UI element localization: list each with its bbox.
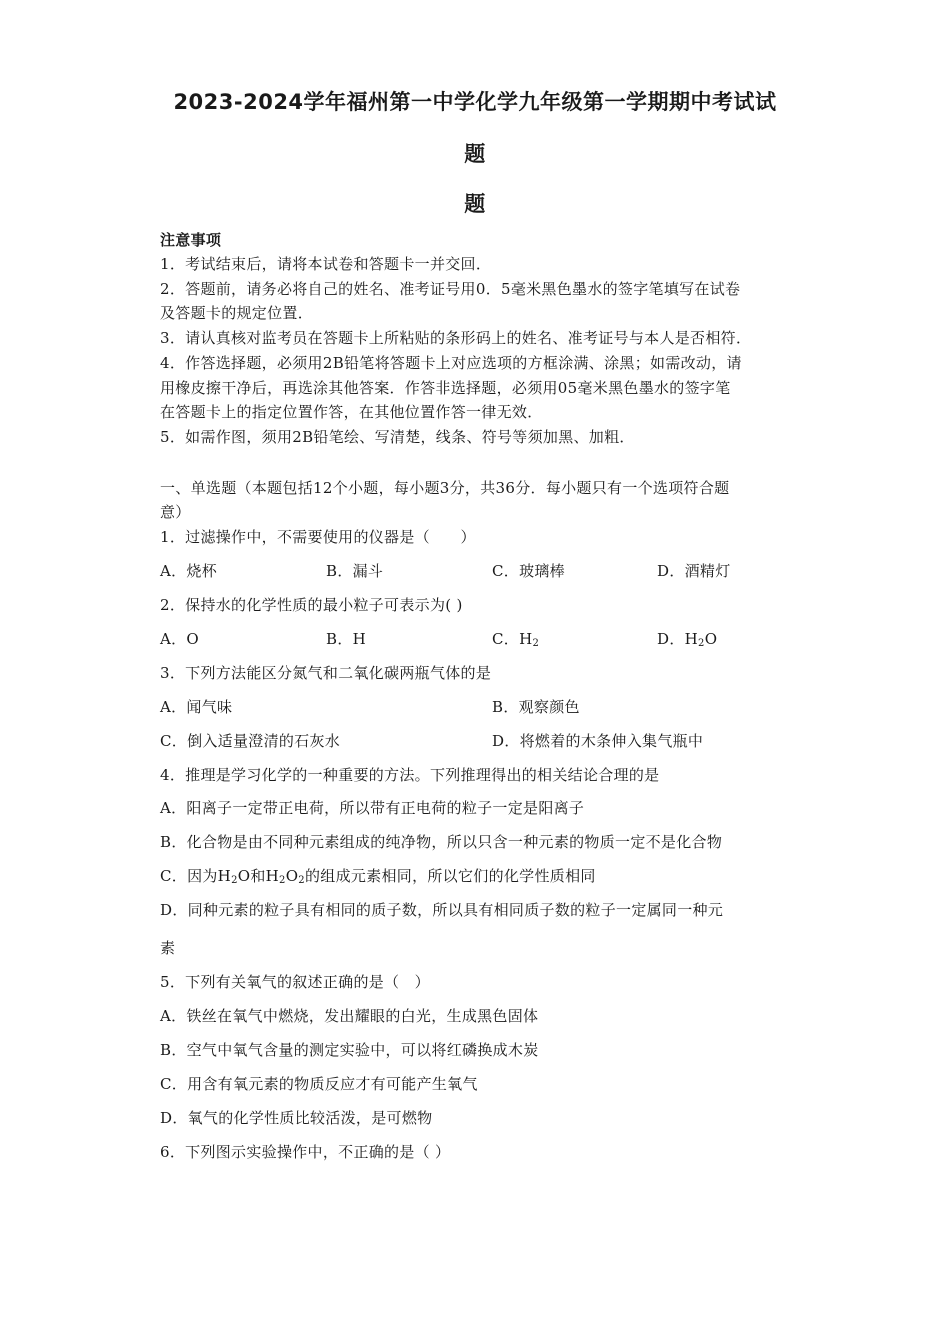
question-3-option-b: B．观察颜色 bbox=[492, 698, 580, 716]
question-4-option-a: A．阳离子一定带正电荷，所以带有正电荷的粒子一定是阳离子 bbox=[160, 799, 585, 817]
notice-item: 用橡皮擦干净后，再选涂其他答案．作答非选择题，必须用05毫米黑色墨水的签字笔 bbox=[160, 379, 731, 397]
notice-item: 3．请认真核对监考员在答题卡上所粘贴的条形码上的姓名、准考证号与本人是否相符． bbox=[160, 329, 752, 347]
question-4-stem: 4．推理是学习化学的一种重要的方法。下列推理得出的相关结论合理的是 bbox=[160, 766, 660, 784]
question-5-stem: 5．下列有关氧气的叙述正确的是（ ） bbox=[160, 973, 430, 991]
notice-heading: 注意事项 bbox=[160, 231, 222, 249]
question-1-option-b: B．漏斗 bbox=[326, 562, 384, 580]
section-heading: 一、单选题（本题包括12个小题，每小题3分，共36分．每小题只有一个选项符合题 bbox=[160, 479, 730, 497]
question-4-option-d-cont: 素 bbox=[160, 939, 176, 957]
section-heading-cont: 意） bbox=[160, 503, 191, 521]
question-5-option-b: B．空气中氧气含量的测定实验中，可以将红磷换成木炭 bbox=[160, 1041, 539, 1059]
question-5-option-d: D．氧气的化学性质比较活泼，是可燃物 bbox=[160, 1109, 433, 1127]
question-3-stem: 3．下列方法能区分氮气和二氧化碳两瓶气体的是 bbox=[160, 664, 492, 682]
question-3-option-a: A．闻气味 bbox=[160, 698, 233, 716]
question-1-option-c: C．玻璃棒 bbox=[492, 562, 565, 580]
question-4-option-d: D．同种元素的粒子具有相同的质子数，所以具有相同质子数的粒子一定属同一种元 bbox=[160, 901, 724, 919]
question-3-option-d: D．将燃着的木条伸入集气瓶中 bbox=[492, 732, 704, 750]
question-4-option-c: C．因为$H_2O$和$H_2O_2$的组成元素相同，所以它们的化学性质相同 bbox=[160, 867, 596, 886]
notice-item: 2．答题前，请务必将自己的姓名、准考证号用0．5毫米黑色墨水的签字笔填写在试卷 bbox=[160, 280, 741, 298]
question-5-option-c: C．用含有氧元素的物质反应才有可能产生氧气 bbox=[160, 1075, 478, 1093]
notice-item: 4．作答选择题，必须用2B铅笔将答题卡上对应选项的方框涂满、涂黑；如需改动，请 bbox=[160, 354, 742, 372]
question-2-option-d: D．$H_2O$ bbox=[657, 630, 718, 649]
question-1-option-d: D．酒精灯 bbox=[657, 562, 731, 580]
question-2-option-c: C．$H_2$ bbox=[492, 630, 540, 649]
notice-item: 1．考试结束后，请将本试卷和答题卡一并交回． bbox=[160, 255, 492, 273]
exam-title-line-3: 题 bbox=[464, 192, 486, 216]
question-6-stem: 6．下列图示实验操作中，不正确的是（ ） bbox=[160, 1143, 451, 1161]
question-1-option-a: A．烧杯 bbox=[160, 562, 218, 580]
question-2-stem: 2．保持水的化学性质的最小粒子可表示为( ) bbox=[160, 596, 463, 614]
question-1-stem: 1．过滤操作中，不需要使用的仪器是（ ） bbox=[160, 528, 476, 546]
question-5-option-a: A．铁丝在氧气中燃烧，发出耀眼的白光，生成黑色固体 bbox=[160, 1007, 539, 1025]
notice-item: 5．如需作图，须用2B铅笔绘、写清楚，线条、符号等须加黑、加粗． bbox=[160, 428, 635, 446]
exam-title-line-1: 2023-2024学年福州第一中学化学九年级第一学期期中考试试 bbox=[173, 90, 777, 114]
question-2-option-b: B．H bbox=[326, 630, 367, 648]
question-2-option-a: A．O bbox=[160, 630, 200, 648]
notice-item: 在答题卡上的指定位置作答，在其他位置作答一律无效． bbox=[160, 403, 543, 421]
question-4-option-b: B．化合物是由不同种元素组成的纯净物，所以只含一种元素的物质一定不是化合物 bbox=[160, 833, 723, 851]
exam-title-line-2: 题 bbox=[464, 142, 486, 166]
notice-item: 及答题卡的规定位置． bbox=[160, 304, 314, 322]
question-3-option-c: C．倒入适量澄清的石灰水 bbox=[160, 732, 341, 750]
